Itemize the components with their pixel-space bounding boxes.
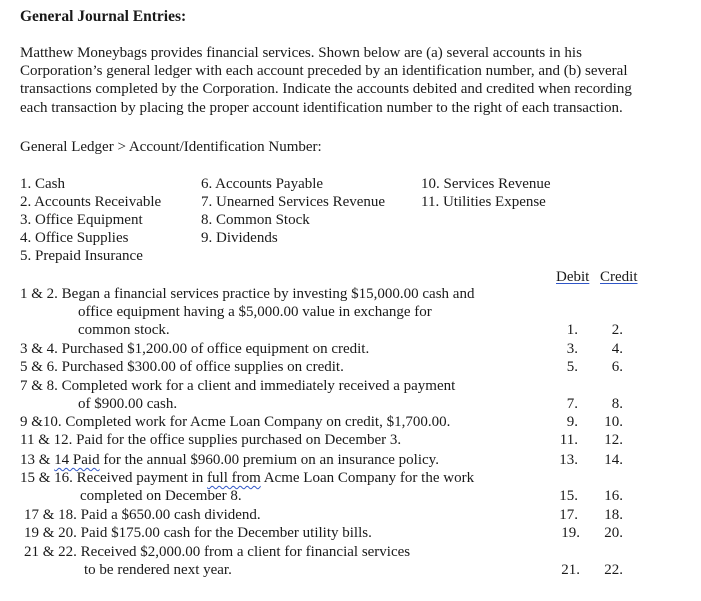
debit-number: 13. (559, 452, 578, 468)
credit-number: 14. (604, 452, 623, 468)
debit-number: 19. (561, 525, 580, 541)
transaction-line: office equipment having a $5,000.00 value in exchange for (78, 304, 432, 320)
account-item: 1. Cash (20, 176, 65, 192)
credit-number: 16. (604, 488, 623, 504)
credit-number: 18. (604, 507, 623, 523)
account-item: 6. Accounts Payable (201, 176, 324, 192)
spellcheck-underlined-text: 14 Paid (54, 452, 100, 468)
transaction-line (20, 451, 439, 469)
debit-number: 17. (559, 507, 578, 523)
account-item: 10. Services Revenue (421, 176, 551, 192)
debit-number: 7. (566, 396, 578, 412)
transaction-line: to be rendered next year. (84, 562, 232, 578)
credit-number: 20. (604, 525, 623, 541)
debit-number: 3. (566, 341, 578, 357)
intro-line: transactions completed by the Corporation. Indicate the accounts debited and credited when recording (20, 81, 632, 98)
intro-line: Corporation’s general ledger with each account preceded by an identification number, and (b) several (20, 63, 628, 80)
transaction-line: of $900.00 cash. (78, 396, 178, 412)
transaction-line: common stock. (78, 322, 170, 338)
page-title: General Journal Entries: (20, 8, 187, 25)
transaction-line: 19 & 20. Paid $175.00 cash for the December utility bills. (24, 525, 372, 541)
credit-number: 6. (611, 359, 623, 375)
debit-number: 21. (561, 562, 580, 578)
transaction-line: 7 & 8. Completed work for a client and immediately received a payment (20, 378, 456, 394)
account-item: 2. Accounts Receivable (20, 194, 162, 210)
debit-header: Debit (556, 269, 590, 285)
transaction-text: 15 & 16. Received payment in (20, 470, 208, 486)
credit-number: 8. (611, 396, 623, 412)
ledger-heading: General Ledger > Account/Identification Number: (20, 139, 322, 155)
account-item: 11. Utilities Expense (421, 194, 546, 210)
credit-header: Credit (600, 269, 638, 285)
account-item: 4. Office Supplies (20, 230, 129, 246)
transaction-line: 1 & 2. Began a financial services practice by investing $15,000.00 cash and (20, 286, 475, 302)
transaction-text: Acme Loan Company for the work (260, 470, 475, 486)
debit-number: 5. (566, 359, 578, 375)
account-item: 8. Common Stock (201, 212, 310, 228)
debit-number: 9. (566, 414, 578, 430)
spellcheck-underlined-text: full from (207, 470, 261, 486)
transaction-line: 9 &10. Completed work for Acme Loan Company on credit, $1,700.00. (20, 414, 451, 430)
intro-line: Matthew Moneybags provides financial services. Shown below are (a) several accounts in his (20, 45, 582, 61)
transaction-line: 5 & 6. Purchased $300.00 of office supplies on credit. (20, 359, 344, 375)
transaction-line: 3 & 4. Purchased $1,200.00 of office equipment on credit. (20, 341, 370, 357)
credit-number: 2. (611, 322, 623, 338)
transaction-text: 13 & (20, 452, 55, 468)
transaction-line: 17 & 18. Paid a $650.00 cash dividend. (24, 507, 261, 523)
credit-number: 10. (604, 414, 623, 430)
intro-paragraph (20, 44, 685, 117)
intro-line: each transaction by placing the proper account identification number to the right of each transaction. (20, 99, 623, 116)
account-item: 3. Office Equipment (20, 212, 143, 228)
credit-number: 22. (604, 562, 623, 578)
transaction-text: for the annual $960.00 premium on an insurance policy. (99, 452, 439, 468)
transaction-line: completed on December 8. (80, 488, 242, 504)
account-item: 5. Prepaid Insurance (20, 248, 143, 264)
account-item: 7. Unearned Services Revenue (201, 194, 386, 210)
debit-number: 15. (559, 488, 578, 504)
credit-number: 12. (604, 432, 623, 448)
transaction-line: 11 & 12. Paid for the office supplies purchased on December 3. (20, 432, 402, 448)
credit-number: 4. (611, 341, 623, 357)
account-item: 9. Dividends (201, 230, 278, 246)
debit-number: 1. (566, 322, 578, 338)
transaction-line: 21 & 22. Received $2,000.00 from a client for financial services (24, 544, 411, 560)
debit-number: 11. (559, 432, 578, 448)
transaction-line (20, 469, 474, 487)
